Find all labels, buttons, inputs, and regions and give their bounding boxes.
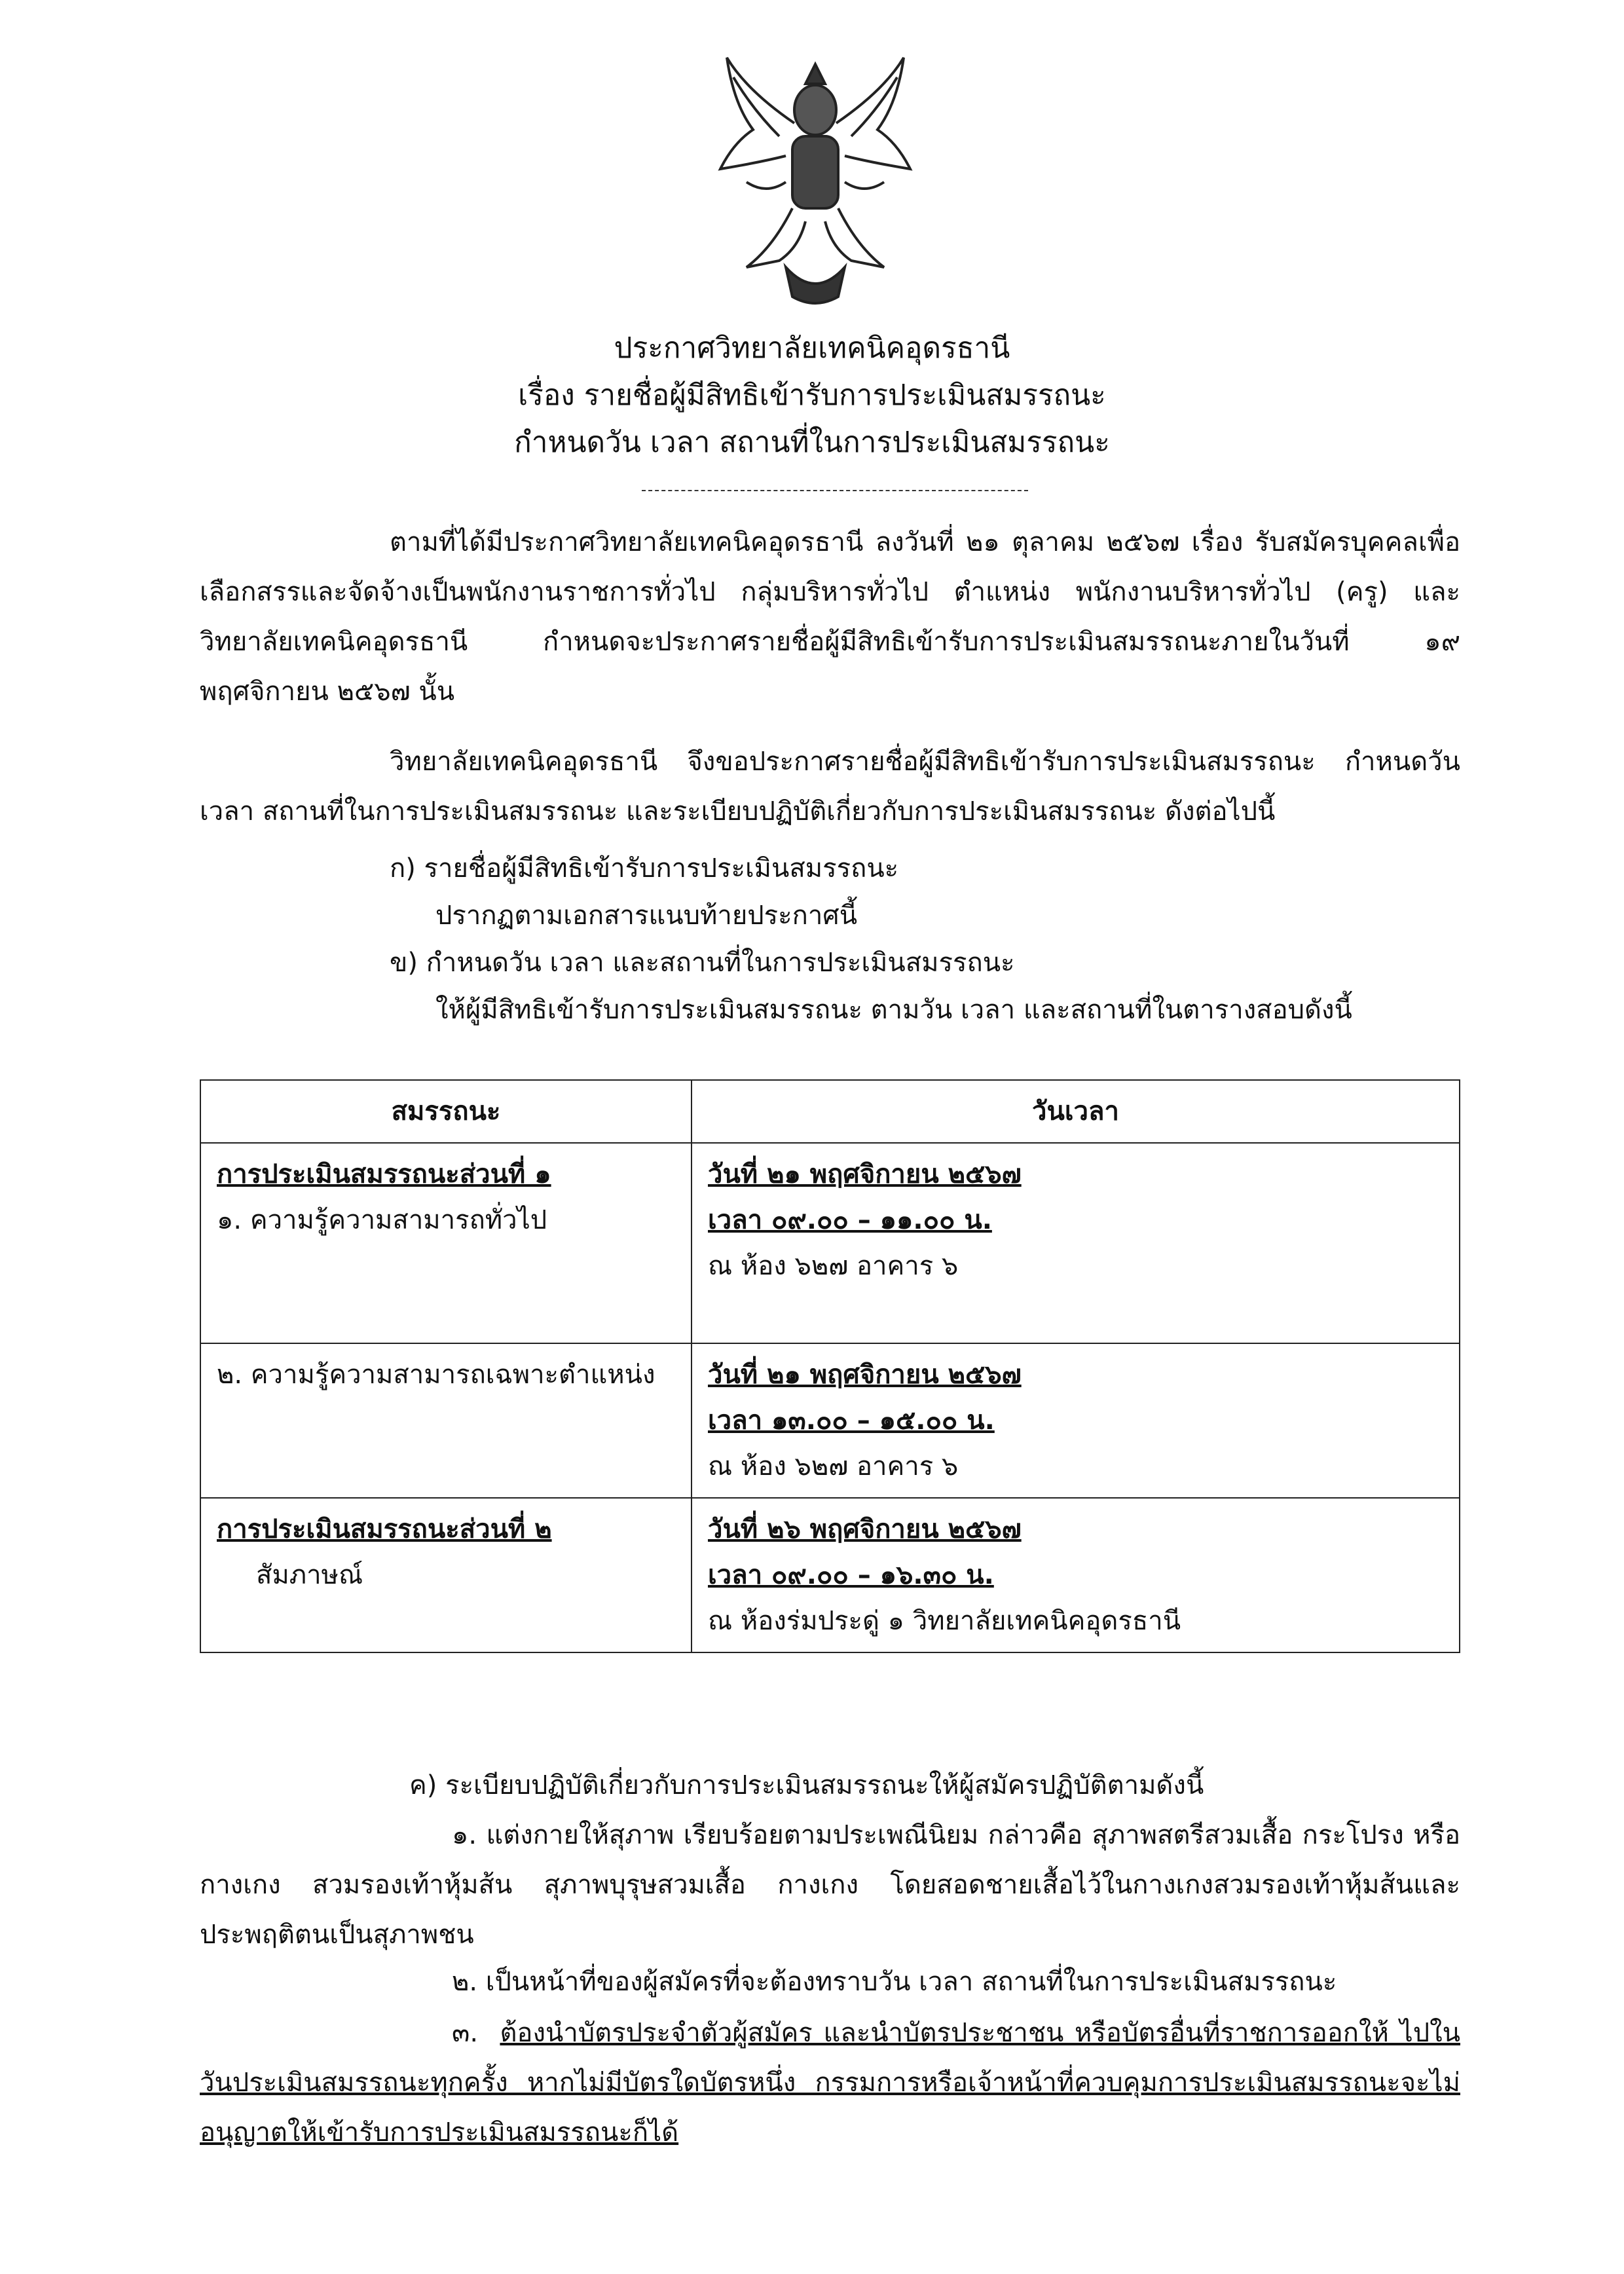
row2-label: ๒. ความรู้ความสามารถเฉพาะตำแหน่ง xyxy=(217,1360,655,1390)
row3-time: เวลา ๐๙.๐๐ – ๑๖.๓๐ น. xyxy=(708,1560,994,1590)
paragraph-announcement: วิทยาลัยเทคนิคอุดรธานี จึงขอประกาศรายชื่อผู้มีสิทธิเข้ารับการประเมินสมรรถนะ กำหนดวัน เวลา สถานที่ในการประเมินสมรรถนะ และระเบียบปฏิบัติเกี่ยวกับการประเมินสมรรถนะ ดังต่อไปนี้ xyxy=(200,747,1460,827)
part2-title: การประเมินสมรรถนะส่วนที่ ๒ xyxy=(217,1514,552,1544)
paragraph-background: ตามที่ได้มีประกาศวิทยาลัยเทคนิคอุดรธานี ลงวันที่ ๒๑ ตุลาคม ๒๕๖๗ เรื่อง รับสมัครบุคคลเพื่อเลือกสรรและจัดจ้างเป็นพนักงานราชการทั่วไป กลุ่มบริหารทั่วไป ตำแหน่ง พนักงานบริหารทั่วไป (ครู) และวิทยาลัยเทคนิคอุดรธานี กำหนดจะประกาศรายชื่อผู้มีสิทธิเข้ารับการประเมินสมรรถนะภายในวันที่ ๑๙ พฤศจิกายน ๒๕๖๗ นั้น xyxy=(200,527,1461,707)
row1-place: ณ ห้อง ๖๒๗ อาคาร ๖ xyxy=(708,1251,959,1281)
announcement-title: ประกาศวิทยาลัยเทคนิคอุดรธานี xyxy=(614,331,1010,365)
item-b-title: ข) กำหนดวัน เวลา และสถานที่ในการประเมินสมรรถนะ xyxy=(390,948,1015,978)
part1-title: การประเมินสมรรถนะส่วนที่ ๑ xyxy=(217,1159,551,1189)
table-row xyxy=(200,1343,1460,1498)
row3-place: ณ ห้องร่มประดู่ ๑ วิทยาลัยเทคนิคอุดรธานี xyxy=(708,1606,1181,1636)
table-row xyxy=(200,1143,1460,1343)
table-row xyxy=(200,1498,1460,1652)
row1-date: วันที่ ๒๑ พฤศจิกายน ๒๕๖๗ xyxy=(708,1159,1022,1189)
row2-time: เวลา ๑๓.๐๐ – ๑๕.๐๐ น. xyxy=(708,1406,995,1436)
announcement-subject-line2: กำหนดวัน เวลา สถานที่ในการประเมินสมรรถนะ xyxy=(514,426,1110,459)
header-divider xyxy=(642,490,1028,491)
rule-3-text: ต้องนำบัตรประจำตัวผู้สมัคร และนำบัตรประชาชน หรือบัตรอื่นที่ราชการออกให้ ไปในวันประเมินสมรรถนะทุกครั้ง หากไม่มีบัตรใดบัตรหนึ่ง กรรมการหรือเจ้าหน้าที่ควบคุมการประเมินสมรรถนะจะไม่อนุญาตให้เข้ารับการประเมินสมรรถนะก็ได้ xyxy=(200,2018,1460,2148)
rule-3 xyxy=(200,2008,1460,2157)
rule-3-number: ๓. xyxy=(452,2018,479,2048)
datetime-cell xyxy=(692,1343,1460,1498)
announcement-subject: เรื่อง รายชื่อผู้มีสิทธิเข้ารับการประเมินสมรรถนะ xyxy=(518,379,1106,412)
garuda-emblem xyxy=(707,51,923,313)
competency-cell xyxy=(200,1498,692,1652)
row3-label: สัมภาษณ์ xyxy=(256,1560,363,1590)
rule-1: ๑. แต่งกายให้สุภาพ เรียบร้อยตามประเพณีนิยม กล่าวคือ สุภาพสตรีสวมเสื้อ กระโปรง หรือ กางเกง สวมรองเท้าหุ้มส้น สุภาพบุรุษสวมเสื้อ กางเกง โดยสอดชายเสื้อไว้ในกางเกงสวมรองเท้าหุ้มส้นและประพฤติตนเป็นสุภาพชน xyxy=(200,1820,1460,1950)
row1-time: เวลา ๐๙.๐๐ – ๑๑.๐๐ น. xyxy=(708,1205,992,1235)
competency-cell xyxy=(200,1143,692,1343)
table-header-row xyxy=(200,1080,1460,1143)
competency-cell xyxy=(200,1343,692,1498)
rule-2: ๒. เป็นหน้าที่ของผู้สมัครที่จะต้องทราบวัน เวลา สถานที่ในการประเมินสมรรถนะ xyxy=(452,1967,1337,1997)
header-datetime: วันเวลา xyxy=(692,1080,1460,1143)
datetime-cell xyxy=(692,1498,1460,1652)
row2-date: วันที่ ๒๑ พฤศจิกายน ๒๕๖๗ xyxy=(708,1360,1022,1390)
item-b-detail: ให้ผู้มีสิทธิเข้ารับการประเมินสมรรถนะ ตามวัน เวลา และสถานที่ในตารางสอบดังนี้ xyxy=(435,995,1352,1025)
row1-label: ๑. ความรู้ความสามารถทั่วไป xyxy=(217,1205,547,1235)
row2-place: ณ ห้อง ๖๒๗ อาคาร ๖ xyxy=(708,1451,959,1482)
item-a-detail: ปรากฏตามเอกสารแนบท้ายประกาศนี้ xyxy=(435,901,858,931)
row3-date: วันที่ ๒๖ พฤศจิกายน ๒๕๖๗ xyxy=(708,1514,1022,1544)
datetime-cell xyxy=(692,1143,1460,1343)
schedule-table xyxy=(200,1079,1460,1653)
rules-title: ค) ระเบียบปฏิบัติเกี่ยวกับการประเมินสมรรถนะให้ผู้สมัครปฏิบัติตามดังนี้ xyxy=(409,1770,1204,1800)
item-a-title: ก) รายชื่อผู้มีสิทธิเข้ารับการประเมินสมรรถนะ xyxy=(390,853,899,884)
header-competency: สมรรถนะ xyxy=(200,1080,692,1143)
